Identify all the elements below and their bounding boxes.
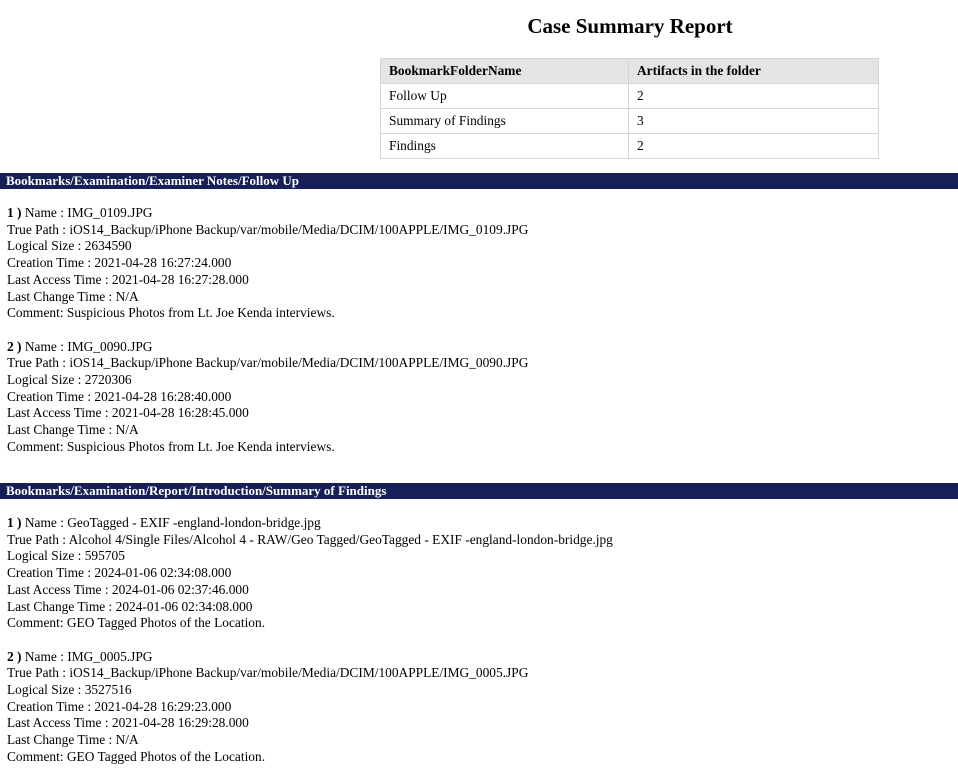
last-change-time-label: Last Change Time : xyxy=(7,422,116,438)
comment-label: Comment: xyxy=(7,615,67,631)
last-change-time-label: Last Change Time : xyxy=(7,732,116,748)
entry-access-line xyxy=(7,715,958,732)
table-header-row xyxy=(381,59,879,84)
entry-name: GeoTagged - EXIF -england-london-bridge.jpg xyxy=(67,515,321,530)
artifact-count-cell: 2 xyxy=(629,84,879,109)
comment-label: Comment: xyxy=(7,748,67,764)
entry-creation-line xyxy=(7,389,958,406)
creation-time-label: Creation Time : xyxy=(7,388,95,404)
logical-size-label: Logical Size : xyxy=(7,548,85,564)
entry-logical-size: 3527516 xyxy=(84,682,132,698)
entry-creation-time: 2021-04-28 16:29:23.000 xyxy=(94,698,232,714)
report-title: Case Summary Report xyxy=(527,14,733,38)
entry-last-access-time: 2021-04-28 16:27:28.000 xyxy=(111,271,249,287)
entry-list xyxy=(0,499,958,766)
entry-true-path: iOS14_Backup/iPhone Backup/var/mobile/Media/DCIM/100APPLE/IMG_0109.JPG xyxy=(69,221,529,237)
entry-name-line xyxy=(7,649,958,666)
true-path-label: True Path : xyxy=(7,355,70,371)
entry-name: IMG_0109.JPG xyxy=(67,205,153,220)
list-item xyxy=(7,515,958,632)
table-row xyxy=(381,109,879,134)
entry-creation-line xyxy=(7,255,958,272)
column-header-folder-name: BookmarkFolderName xyxy=(381,59,629,84)
entry-comment: GEO Tagged Photos of the Location. xyxy=(66,615,266,631)
entry-creation-line xyxy=(7,565,958,582)
logical-size-label: Logical Size : xyxy=(7,682,85,698)
bookmark-section-follow-up xyxy=(0,173,958,472)
last-change-time-label: Last Change Time : xyxy=(7,598,116,614)
last-access-time-label: Last Access Time : xyxy=(7,715,112,731)
entry-path-line xyxy=(7,665,958,682)
last-access-time-label: Last Access Time : xyxy=(7,581,112,597)
entry-creation-time: 2021-04-28 16:27:24.000 xyxy=(94,255,232,271)
entry-logical-size: 595705 xyxy=(84,548,125,564)
entry-last-access-time: 2021-04-28 16:29:28.000 xyxy=(111,715,249,731)
creation-time-label: Creation Time : xyxy=(7,698,95,714)
entry-true-path: iOS14_Backup/iPhone Backup/var/mobile/Media/DCIM/100APPLE/IMG_0090.JPG xyxy=(69,355,529,371)
entry-comment: GEO Tagged Photos of the Location. xyxy=(66,748,266,764)
entry-path-line xyxy=(7,222,958,239)
entry-comment: Suspicious Photos from Lt. Joe Kenda interviews. xyxy=(66,438,335,454)
table-row xyxy=(381,134,879,159)
entry-path-line xyxy=(7,355,958,372)
entry-creation-time: 2024-01-06 02:34:08.000 xyxy=(94,565,232,581)
table-row xyxy=(381,84,879,109)
creation-time-label: Creation Time : xyxy=(7,565,95,581)
last-change-time-label: Last Change Time : xyxy=(7,288,116,304)
true-path-label: True Path : xyxy=(7,531,69,547)
entry-logical-size: 2634590 xyxy=(84,238,132,254)
entry-index: 1 ) xyxy=(7,515,22,530)
entry-last-change-time: 2024-01-06 02:34:08.000 xyxy=(115,598,253,614)
folder-name-cell: Findings xyxy=(381,134,629,159)
entry-change-line xyxy=(7,289,958,306)
entry-access-line xyxy=(7,582,958,599)
bookmark-section-summary-of-findings xyxy=(0,483,958,782)
entry-index: 2 ) xyxy=(7,338,22,354)
entry-change-line xyxy=(7,599,958,616)
name-label: Name : xyxy=(24,648,68,664)
artifact-count-cell: 2 xyxy=(629,134,879,159)
entry-size-line xyxy=(7,548,958,565)
logical-size-label: Logical Size : xyxy=(7,372,85,388)
entry-change-line xyxy=(7,422,958,439)
entry-path-line xyxy=(7,532,958,549)
entry-last-access-time: 2024-01-06 02:37:46.000 xyxy=(111,581,249,597)
name-label: Name : xyxy=(24,205,68,220)
entry-name: IMG_0090.JPG xyxy=(67,338,153,354)
folder-name-cell: Summary of Findings xyxy=(381,109,629,134)
list-item xyxy=(7,649,958,766)
last-access-time-label: Last Access Time : xyxy=(7,405,112,421)
entry-index: 2 ) xyxy=(7,648,22,664)
entry-comment-line xyxy=(7,615,958,632)
entry-last-change-time: N/A xyxy=(115,422,139,438)
entry-change-line xyxy=(7,732,958,749)
comment-label: Comment: xyxy=(7,438,67,454)
comment-label: Comment: xyxy=(7,305,67,321)
true-path-label: True Path : xyxy=(7,221,70,237)
entry-creation-line xyxy=(7,699,958,716)
entry-index: 1 ) xyxy=(7,205,22,220)
entry-true-path: iOS14_Backup/iPhone Backup/var/mobile/Media/DCIM/100APPLE/IMG_0005.JPG xyxy=(69,665,529,681)
entry-name-line xyxy=(7,515,958,532)
entry-list xyxy=(0,189,958,456)
entry-size-line xyxy=(7,238,958,255)
name-label: Name : xyxy=(24,515,68,530)
logical-size-label: Logical Size : xyxy=(7,238,85,254)
entry-comment-line xyxy=(7,749,958,766)
list-item xyxy=(7,339,958,456)
creation-time-label: Creation Time : xyxy=(7,255,95,271)
entry-size-line xyxy=(7,682,958,699)
entry-last-change-time: N/A xyxy=(115,288,139,304)
entry-true-path: Alcohol 4/Single Files/Alcohol 4 - RAW/Geo Tagged/GeoTagged - EXIF -england-london-bridge.jpg xyxy=(68,531,613,547)
entry-last-access-time: 2021-04-28 16:28:45.000 xyxy=(111,405,249,421)
entry-comment: Suspicious Photos from Lt. Joe Kenda interviews. xyxy=(66,305,335,321)
entry-name-line xyxy=(7,205,958,222)
entry-last-change-time: N/A xyxy=(115,732,139,748)
entry-name-line xyxy=(7,339,958,356)
entry-comment-line xyxy=(7,305,958,322)
entry-access-line xyxy=(7,272,958,289)
folder-name-cell: Follow Up xyxy=(381,84,629,109)
name-label: Name : xyxy=(24,338,68,354)
artifact-count-cell: 3 xyxy=(629,109,879,134)
section-header: Bookmarks/Examination/Report/Introduction/Summary of Findings xyxy=(0,483,958,499)
last-access-time-label: Last Access Time : xyxy=(7,271,112,287)
entry-size-line xyxy=(7,372,958,389)
entry-name: IMG_0005.JPG xyxy=(67,648,153,664)
entry-logical-size: 2720306 xyxy=(84,372,132,388)
section-header: Bookmarks/Examination/Examiner Notes/Follow Up xyxy=(0,173,958,189)
entry-comment-line xyxy=(7,439,958,456)
column-header-artifact-count: Artifacts in the folder xyxy=(629,59,879,84)
entry-creation-time: 2021-04-28 16:28:40.000 xyxy=(94,388,232,404)
bookmark-summary-table xyxy=(380,58,879,159)
true-path-label: True Path : xyxy=(7,665,70,681)
entry-access-line xyxy=(7,405,958,422)
list-item xyxy=(7,205,958,322)
